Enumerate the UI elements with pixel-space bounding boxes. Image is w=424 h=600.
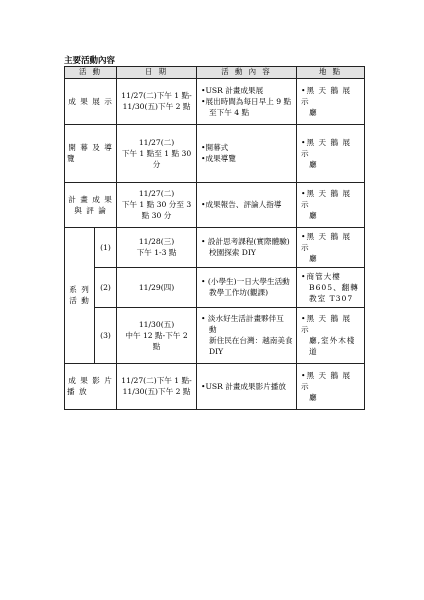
activity-text: 計 畫 成 果: [68, 194, 113, 204]
date-text: 11/30(五): [138, 319, 175, 329]
content-text: • 設計思考課程(實際體驗): [201, 237, 290, 247]
date-text: 11/27(二)下午 1 點-: [121, 376, 192, 386]
content-text: • (小學生)一日大學生活動: [201, 277, 290, 287]
content-cell: [197, 124, 297, 182]
content-cell: [197, 363, 297, 409]
date-text: 11/27(二)下午 1 點-: [121, 91, 192, 101]
location-cell: [297, 227, 365, 267]
content-text: 新住民在台灣：越南美食: [209, 336, 293, 346]
content-text: •展出時間為每日早上 9 點: [201, 96, 292, 106]
date-cell: [117, 267, 197, 307]
location-text: •黑 天 鵝 展 示: [301, 189, 352, 210]
location-text: 廳: [309, 392, 318, 402]
content-text: 至下午 4 點: [209, 107, 250, 117]
table-header-row: [65, 67, 365, 79]
location-cell: [297, 124, 365, 182]
location-cell: [297, 363, 365, 409]
location-text: 廳,室外木棧: [309, 336, 356, 346]
activity-text: 成 果 展 示: [68, 96, 113, 106]
date-cell: [117, 182, 197, 227]
content-cell: [197, 227, 297, 267]
header-date: 日 期: [117, 67, 197, 79]
sub-number-cell: (1): [95, 227, 117, 267]
date-cell: [117, 78, 197, 124]
content-text: •成果導覽: [201, 154, 236, 164]
content-text: 教學工作坊(觀課): [209, 288, 269, 298]
date-text: 下午 1 點 30 分至 3: [121, 200, 192, 210]
activity-text: 播 放: [67, 387, 88, 397]
date-text: 下午 1 點至 1 點 30: [121, 148, 192, 158]
date-text: 11/27(二): [138, 189, 175, 199]
activity-cell: [65, 124, 117, 182]
location-text: 廳: [309, 159, 318, 169]
date-text: 11/29(四): [138, 282, 175, 292]
activity-text: 覽: [67, 154, 76, 164]
content-text: •成果報告、評論人指導: [201, 200, 282, 210]
location-text: 廳: [309, 107, 318, 117]
content-text: •USR 計畫成果展: [201, 85, 264, 95]
date-text: 11/28(三): [138, 237, 175, 247]
header-activity: 活 動: [65, 67, 117, 79]
table-row: [65, 78, 365, 124]
content-text: •USR 計畫成果影片播放: [201, 381, 286, 391]
content-text: DIY: [209, 347, 224, 357]
location-text: •黑 天 鵝 展 示: [301, 231, 352, 252]
location-cell: [297, 78, 365, 124]
location-text: 教室 T307: [309, 293, 354, 303]
table-row: [65, 227, 365, 267]
date-text: 11/27(二): [138, 137, 175, 147]
location-text: •黑 天 鵝 展 示: [301, 85, 352, 106]
table-row: [65, 267, 365, 307]
date-text: 下午 1-3 點: [136, 248, 177, 258]
date-text: 點: [152, 341, 161, 351]
date-cell: [117, 307, 197, 363]
section-title: 主要活動內容: [64, 56, 116, 66]
location-text: •黑 天 鵝 展 示: [301, 370, 352, 391]
location-cell: [297, 307, 365, 363]
content-cell: [197, 182, 297, 227]
date-text: 11/30(五)下午 2 點: [122, 387, 191, 397]
header-content: 活 動 內 容: [197, 67, 297, 79]
activity-text: 活 動: [69, 296, 90, 306]
activity-text: 開 幕 及 導: [68, 143, 113, 153]
location-text: 廳: [309, 211, 318, 221]
location-text: •黑 天 鵝 展 示: [301, 314, 352, 335]
activity-text: 系 列: [69, 285, 90, 295]
table-row: [65, 182, 365, 227]
location-text: •黑 天 鵝 展 示: [301, 137, 352, 158]
activity-cell: [65, 182, 117, 227]
sub-number-cell: (3): [95, 307, 117, 363]
series-activity-cell: [65, 227, 95, 363]
activity-schedule-table: [64, 66, 365, 410]
date-text: 分: [152, 159, 161, 169]
date-text: 11/30(五)下午 2 點: [122, 102, 191, 112]
date-text: 中午 12 點-下午 2: [125, 330, 188, 340]
content-text: 動: [209, 325, 217, 335]
content-text: •開幕式: [201, 143, 229, 153]
location-text: 道: [309, 347, 318, 357]
activity-cell: [65, 363, 117, 409]
sub-number-cell: (2): [95, 267, 117, 307]
date-cell: [117, 227, 197, 267]
date-cell: [117, 124, 197, 182]
content-text: • 淡水好生活計畫夥伴互: [201, 314, 284, 324]
table-row: [65, 124, 365, 182]
activity-text: 與 評 論: [74, 205, 107, 215]
content-cell: [197, 78, 297, 124]
location-text: B605、翻轉: [309, 282, 359, 292]
location-cell: [297, 267, 365, 307]
location-cell: [297, 182, 365, 227]
content-text: 校園探索 DIY: [209, 248, 256, 258]
activity-text: 成 果 影 片: [68, 376, 113, 386]
table-row: [65, 307, 365, 363]
activity-cell: [65, 78, 117, 124]
content-cell: [197, 307, 297, 363]
location-text: 廳: [309, 253, 318, 263]
date-text: 點 30 分: [141, 211, 172, 221]
table-row: [65, 363, 365, 409]
content-cell: [197, 267, 297, 307]
header-location: 地 點: [297, 67, 365, 79]
location-text: •商管大樓: [301, 271, 341, 281]
date-cell: [117, 363, 197, 409]
